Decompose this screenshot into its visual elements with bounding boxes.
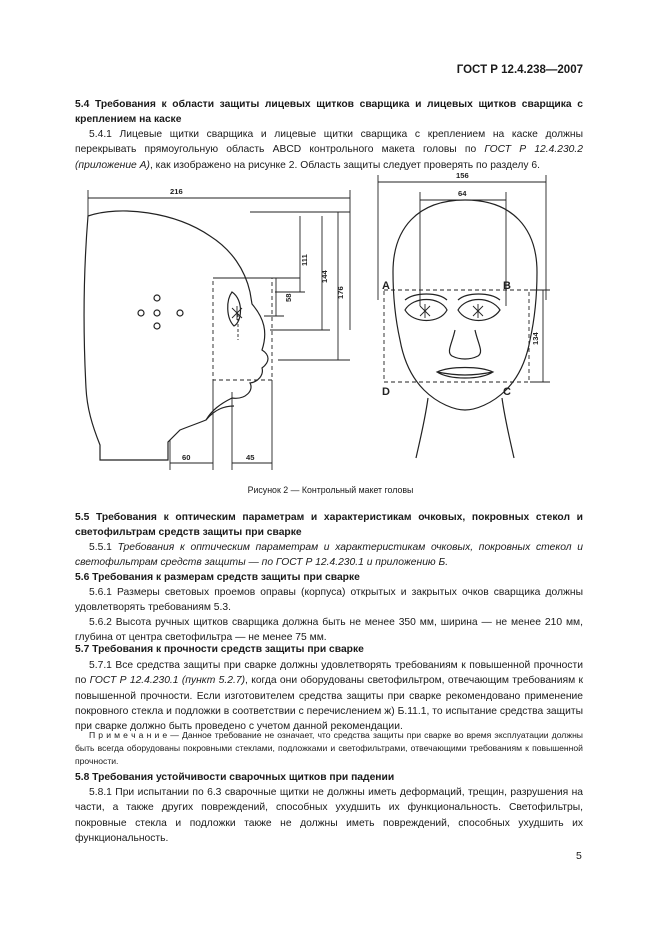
side-marker-dot-4 (177, 310, 183, 316)
paragraph-5-8-1: 5.8.1 При испытании по 6.3 сварочные щитки не должны иметь деформаций, трещин, разрушения на части, а также других повреждений, способных ухудшить их функциональность. Светофильтры, покровные стекла и подложки также не должны иметь повреждений, способных ухудшить их функциональность. (75, 787, 583, 844)
paragraph-5-5-1 (75, 540, 583, 571)
section-5-6-heading: 5.6 Требования к размерам средств защиты при сварке (75, 572, 360, 583)
paragraph-5-4-1-text-b: , как изображено на рисунке 2. Область защиты следует проверять по разделу 6. (149, 159, 541, 171)
figure-caption: Рисунок 2 — Контрольный макет головы (247, 485, 414, 495)
section-5-4-heading: 5.4 Требования к области защиты лицевых щитков сварщика и лицевых щитков сварщика с креплением на каске (75, 99, 583, 126)
front-neck (416, 398, 514, 458)
section-5-7-heading: 5.7 Требования к прочности средств защиты при сварке (75, 644, 364, 655)
paragraph-5-7-1 (75, 658, 583, 734)
front-mouth (437, 368, 493, 379)
document-code-header: ГОСТ Р 12.4.238—2007 (456, 64, 583, 76)
point-b-label: B (503, 280, 511, 292)
paragraph-5-4-1-text-a: 5.4.1 Лицевые щитки сварщика и лицевые щитки сварщика с креплением на каске должны перекрывать прямоугольную область ABCD контрольного макета головы по (75, 129, 583, 156)
side-marker-dot-3 (154, 310, 160, 316)
paragraph-5-6-2: 5.6.2 Высота ручных щитков сварщика должна быть не менее 350 мм, ширина — не менее 210 мм, глубина от центра светофильтра — не менее 75 мм. (75, 617, 583, 644)
side-marker-dot-2 (138, 310, 144, 316)
dim-156-label: 156 (456, 171, 469, 180)
point-d-label: D (382, 386, 390, 398)
paragraph-5-7-1-text-b: , когда они оборудованы светофильтром, отвечающим требованиям к повышенной прочности. Если изготовителем средства защиты при сварке рекомендовано применение покровного стекла и подложки в соответствии с перечислением ж) Б.11.1, то испытание средства защиты при сварке должно быть проведено с учетом данной рекомендации. (75, 675, 583, 733)
dim-216-label: 216 (170, 187, 183, 196)
dim-64-label: 64 (458, 189, 467, 198)
side-ear (228, 292, 241, 326)
standard-reference-link-2: ГОСТ Р 12.4.230.1 (пункт 5.2.7) (89, 675, 245, 687)
point-a-label: A (382, 280, 390, 292)
note-text: — Данное требование не означает, что средства защиты при сварке во время эксплуатации должны быть всегда оборудованы покровными стеклами, подложками и светофильтрами, отвечающими требованиям к повышенной прочности. (75, 730, 583, 767)
dim-58-label: 58 (284, 293, 293, 302)
dim-60-label: 60 (182, 453, 191, 462)
dim-134-label: 134 (531, 332, 540, 345)
paragraph-5-7-1-text-a: 5.7.1 Все средства защиты при сварке должны удовлетворять требованиям к повышенной прочности по (75, 660, 583, 687)
paragraph-5-5-1-text: Требования к оптическим параметрам и характеристикам очковых, покровных стекол и светофильтрам средств защиты — по ГОСТ Р 12.4.230.1 и приложению Б. (75, 542, 583, 569)
standard-reference-link: ГОСТ Р 12.4.230.2 (приложение А) (75, 144, 583, 171)
side-head-outline (84, 211, 268, 460)
section-5-5-heading: 5.5 Требования к оптическим параметрам и характеристикам очковых, покровных стекол и светофильтрам средств защиты при сварке (75, 512, 583, 539)
note-paragraph (75, 729, 583, 769)
note-label: П р и м е ч а н и е (89, 730, 168, 740)
front-eye-stars (420, 304, 483, 318)
dim-144-label: 144 (320, 270, 329, 283)
dim-111-label: 111 (300, 254, 309, 266)
side-marker-dot-5 (154, 323, 160, 329)
section-5-8-heading: 5.8 Требования устойчивости сварочных щитков при падении (75, 772, 395, 783)
point-c-label: C (503, 386, 511, 398)
side-chin-line (206, 406, 234, 420)
paragraph-5-5-1-number: 5.5.1 (89, 542, 112, 553)
side-marker-dot-1 (154, 295, 160, 301)
dim-176-label: 176 (336, 286, 345, 299)
front-nose (449, 330, 480, 359)
page-number: 5 (576, 850, 582, 862)
dim-45-label: 45 (246, 453, 255, 462)
paragraph-5-6-1: 5.6.1 Размеры световых проемов оправы (корпуса) открытых и закрытых очков сварщика должны удовлетворять требованиям 5.3. (75, 587, 583, 614)
